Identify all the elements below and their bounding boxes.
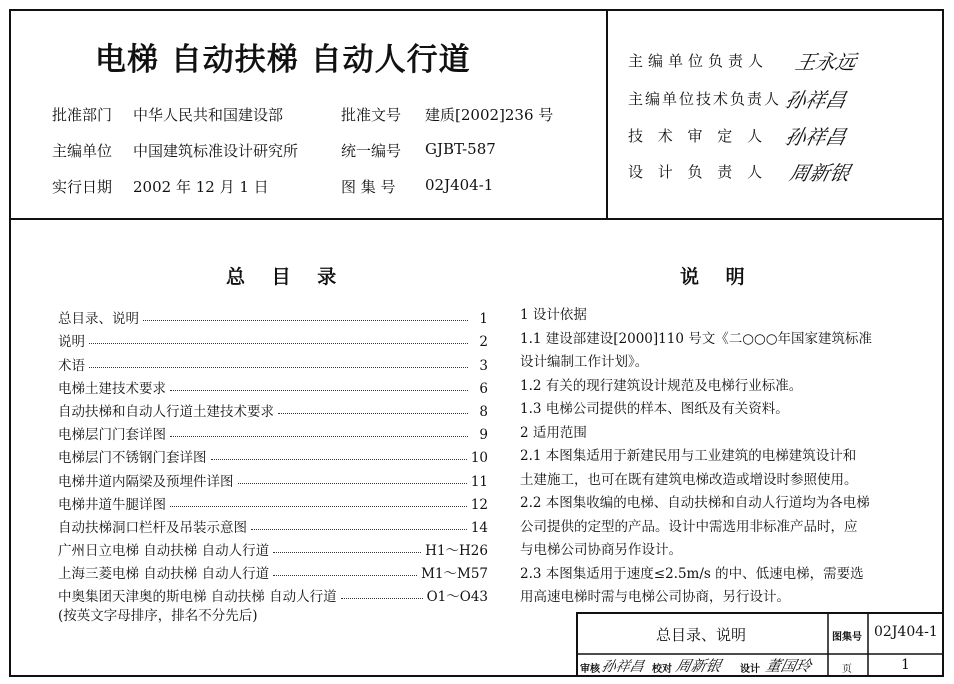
handwritten-signature: 周新银 bbox=[787, 161, 853, 185]
approval-doc-value: 建质[2002]236 号 bbox=[425, 106, 554, 124]
toc-item-label: 说明 bbox=[58, 334, 85, 351]
signature-role: 设 计 负 责 人 bbox=[628, 163, 768, 181]
approval-dept-value: 中华人民共和国建设部 bbox=[133, 106, 284, 124]
toc-title: 总 目 录 bbox=[226, 266, 347, 288]
toc-item-page: 2 bbox=[479, 334, 488, 351]
review-label: 审核 bbox=[580, 664, 600, 675]
check-label: 校对 bbox=[652, 664, 672, 675]
leader-dots bbox=[89, 343, 468, 344]
signature-role: 主编单位负责人 bbox=[628, 52, 769, 70]
leader-dots bbox=[273, 552, 421, 553]
note-line: 2.3 本图集适用于速度≤2.5m/s 的中、低速电梯，需要选 bbox=[520, 565, 864, 582]
editor-unit-label: 主编单位 bbox=[52, 142, 113, 160]
toc-item bbox=[58, 536, 488, 559]
note-line: 1 设计依据 bbox=[520, 307, 587, 323]
toc-item bbox=[58, 582, 488, 605]
toc-note: (按英文字母排序，排名不分先后) bbox=[58, 608, 258, 625]
toc-item-label: 电梯土建技术要求 bbox=[58, 380, 166, 397]
leader-dots bbox=[341, 598, 423, 599]
toc-item-page: 9 bbox=[479, 427, 488, 444]
note-line: 土建施工，也可在既有建筑电梯改造或增设时参照使用。 bbox=[520, 471, 858, 488]
toc-item-page: 12 bbox=[470, 496, 488, 513]
unified-no-value: GJBT-587 bbox=[425, 140, 496, 158]
toc-item bbox=[58, 327, 488, 350]
signature-role: 技 术 审 定 人 bbox=[628, 127, 768, 145]
approval-doc-label: 批准文号 bbox=[341, 106, 402, 124]
leader-dots bbox=[89, 367, 468, 368]
leader-dots bbox=[211, 459, 467, 460]
note-line: 2.1 本图集适用于新建民用与工业建筑的电梯建筑设计和 bbox=[520, 448, 857, 464]
leader-dots bbox=[278, 413, 468, 414]
leader-dots bbox=[170, 436, 468, 437]
page-value: 1 bbox=[901, 657, 910, 673]
check-signature: 周新银 bbox=[673, 657, 723, 675]
toc-item-page: 8 bbox=[479, 403, 488, 420]
note-line: 设计编制工作计划》。 bbox=[520, 354, 649, 370]
note-line: 1.2 有关的现行建筑设计规范及电梯行业标准。 bbox=[520, 377, 803, 394]
header-divider bbox=[9, 218, 944, 220]
note-line: 用高速电梯时需与电梯公司协商，另行设计。 bbox=[520, 589, 790, 605]
toc-item bbox=[58, 466, 488, 489]
unified-no-label: 统一编号 bbox=[341, 142, 402, 160]
atlas-value: 02J404-1 bbox=[874, 624, 938, 640]
design-signature: 董国玲 bbox=[763, 657, 813, 675]
sheet-title: 总目录、说明 bbox=[656, 626, 747, 644]
page-label: 页 bbox=[842, 664, 852, 675]
approval-dept-label: 批准部门 bbox=[52, 106, 113, 124]
effective-date-value: 2002 年 12 月 1 日 bbox=[133, 178, 269, 196]
toc-item bbox=[58, 374, 488, 397]
toc-item-page: 6 bbox=[479, 380, 488, 397]
toc-item bbox=[58, 559, 488, 582]
note-line: 公司提供的定型的产品。设计中需选用非标准产品时，应 bbox=[520, 518, 858, 535]
page-title: 电梯 自动扶梯 自动人行道 bbox=[95, 42, 471, 78]
signature-divider bbox=[606, 9, 608, 220]
design-label: 设计 bbox=[740, 664, 760, 675]
leader-dots bbox=[238, 483, 467, 484]
leader-dots bbox=[170, 390, 468, 391]
toc-item-label: 电梯井道牛腿详图 bbox=[58, 496, 166, 513]
handwritten-signature: 孙祥昌 bbox=[783, 88, 849, 112]
effective-date-label: 实行日期 bbox=[52, 178, 113, 196]
toc-item bbox=[58, 490, 488, 513]
handwritten-signature: 王永远 bbox=[793, 50, 859, 74]
toc-item-page: 14 bbox=[470, 519, 488, 536]
toc-item bbox=[58, 420, 488, 443]
toc-item-page: 10 bbox=[470, 450, 488, 467]
leader-dots bbox=[251, 529, 467, 530]
atlas-no-label: 图 集 号 bbox=[341, 178, 396, 196]
review-signature: 孙祥昌 bbox=[600, 659, 646, 675]
toc-item-label: 电梯井道内隔梁及预埋件详图 bbox=[58, 473, 234, 490]
toc-item bbox=[58, 304, 488, 327]
toc-item-label: 电梯层门不锈钢门套详图 bbox=[58, 450, 207, 467]
toc-item-label: 广州日立电梯 自动扶梯 自动人行道 bbox=[58, 543, 270, 560]
toc-item-label: 术语 bbox=[58, 357, 85, 374]
toc-item bbox=[58, 397, 488, 420]
toc-item bbox=[58, 443, 488, 466]
toc-item-label: 中奥集团天津奥的斯电梯 自动扶梯 自动人行道 bbox=[58, 589, 337, 606]
note-line: 与电梯公司协商另作设计。 bbox=[520, 542, 682, 558]
notes-title: 说 明 bbox=[680, 266, 755, 288]
toc-item-label: 自动扶梯和自动人行道土建技术要求 bbox=[58, 403, 274, 420]
leader-dots bbox=[170, 506, 467, 507]
note-line: 2.2 本图集收编的电梯、自动扶梯和自动人行道均为各电梯 bbox=[520, 495, 870, 511]
toc-item-label: 上海三菱电梯 自动扶梯 自动人行道 bbox=[58, 566, 270, 583]
editor-unit-value: 中国建筑标准设计研究所 bbox=[133, 142, 299, 160]
toc-item-page: H1～H26 bbox=[425, 543, 488, 560]
toc-item-label: 总目录、说明 bbox=[58, 311, 139, 328]
leader-dots bbox=[143, 320, 468, 321]
leader-dots bbox=[273, 575, 417, 576]
atlas-label: 图集号 bbox=[832, 632, 862, 643]
note-line: 1.3 电梯公司提供的样本、图纸及有关资料。 bbox=[520, 401, 789, 417]
toc-list bbox=[58, 304, 488, 627]
toc-item-page: 11 bbox=[470, 473, 488, 490]
toc-item bbox=[58, 513, 488, 536]
toc-item bbox=[58, 350, 488, 373]
toc-item-page: 3 bbox=[479, 357, 488, 374]
toc-item-page: M1～M57 bbox=[421, 566, 488, 583]
atlas-no-value: 02J404-1 bbox=[425, 176, 494, 194]
toc-item-label: 电梯层门门套详图 bbox=[58, 427, 166, 444]
title-block bbox=[576, 612, 944, 677]
note-line: 2 适用范围 bbox=[520, 424, 587, 441]
toc-item-page: 1 bbox=[479, 311, 488, 328]
signature-role: 主编单位技术负责人 bbox=[628, 90, 782, 108]
note-line: 1.1 建设部建设[2000]110 号文《二○○○年国家建筑标准 bbox=[520, 330, 873, 347]
notes-body bbox=[520, 304, 905, 610]
toc-item-page: O1～O43 bbox=[426, 589, 488, 606]
handwritten-signature: 孙祥昌 bbox=[783, 125, 849, 149]
toc-item-label: 自动扶梯洞口栏杆及吊装示意图 bbox=[58, 519, 247, 536]
